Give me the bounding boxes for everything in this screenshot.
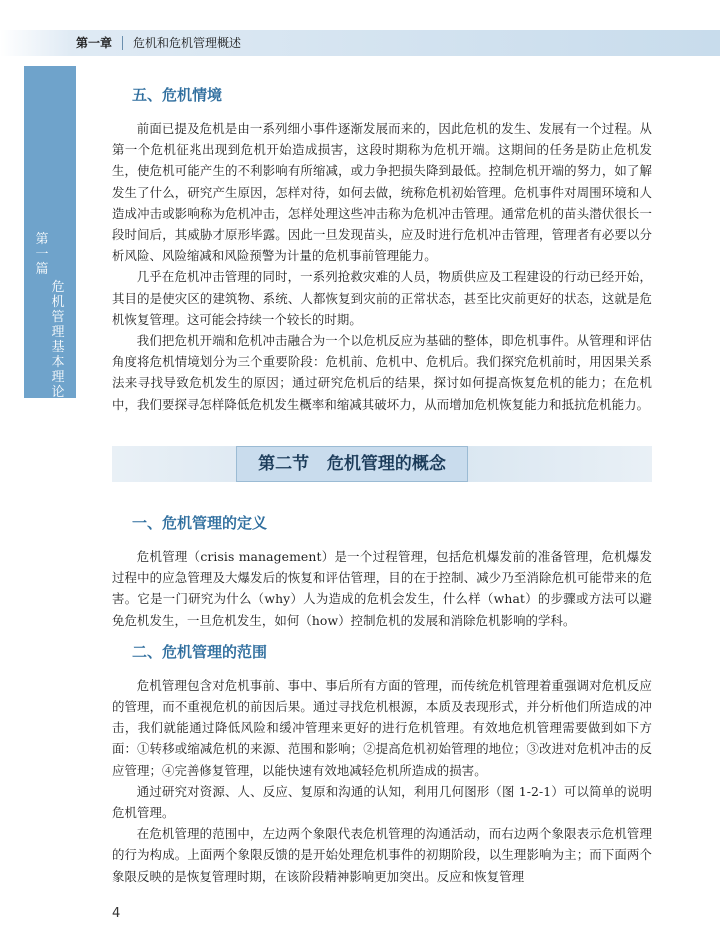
side-part-label: 第 一 篇 — [35, 232, 49, 277]
section-title — [236, 446, 468, 482]
section-number: 第二节 — [258, 454, 310, 474]
content-top — [112, 80, 652, 415]
section-name: 危机管理的概念 — [326, 454, 446, 474]
page-number: 4 — [112, 906, 121, 921]
paragraph: 危机管理（crisis management）是一个过程管理，包括危机爆发前的准备管理，危机爆发过程中的应急管理及大爆发后的恢复和评估管理，目的在于控制、减少乃至消除危机可能带来的危害。它是一门研究为什么（why）人为造成的危机会发生，什么样（what）的步骤或方法可以避免危机发生，一旦危机发生，如何（how）控制危机的发展和消除危机影响的学科。 — [112, 549, 652, 628]
side-part-title: 危 机 管 理 基 本 理 论 — [51, 280, 65, 400]
paragraph: 我们把危机开端和危机冲击融合为一个以危机反应为基础的整体，即危机事件。从管理和评估角度将危机情境划分为三个重要阶段：危机前、危机中、危机后。我们探究危机前时，用因果关系法来寻找导致危机发生的原因；通过研究危机后的结果，探讨如何提高恢复危机的能力；在危机中，我们要探寻怎样降低危机发生概率和缩减其破坏力，从而增加危机恢复能力和抵抗危机能力。 — [112, 333, 652, 412]
paragraph: 几乎在危机冲击管理的同时，一系列抢救灾难的人员，物质供应及工程建设的行动已经开始，其目的是使灾区的建筑物、系统、人都恢复到灾前的正常状态，甚至比灾前更好的状态，这就是危机恢复管理。这可能会持续一个较长的时期。 — [112, 269, 652, 327]
heading-definition: 一、危机管理的定义 — [132, 514, 268, 532]
paragraph: 危机管理包含对危机事前、事中、事后所有方面的管理，而传统危机管理着重强调对危机反应的管理，而不重视危机的前因后果。通过寻找危机根源，本质及表现形式，并分析他们所造成的冲击，我们就能通过降低风险和缓冲管理来更好的进行危机管理。有效地危机管理需要做到如下方面：①转移或缩减危机的来源、范围和影响；②提高危机初始管理的地位；③改进对危机冲击的反应管理；④完善修复管理，以能快速有效地减轻危机所造成的损害。 — [112, 677, 652, 778]
chapter-title: 危机和危机管理概述 — [133, 36, 242, 50]
chapter-header — [76, 30, 241, 56]
chapter-number: 第一章 — [76, 36, 123, 50]
paragraph: 在危机管理的范围中，左边两个象限代表危机管理的沟通活动，而右边两个象限表示危机管理的行为构成。上面两个象限反馈的是开始处理危机事件的初期阶段，以生理影响为主；而下面两个象限反映的是恢复管理时期，在该阶段精神影响更加突出。反应和恢复管理 — [112, 826, 652, 884]
content-bottom — [112, 508, 652, 887]
paragraph: 通过研究对资源、人、反应、复原和沟通的认知，利用几何图形（图 1-2-1）可以简单的说明危机管理。 — [112, 783, 652, 821]
heading-scope: 二、危机管理的范围 — [132, 642, 268, 661]
heading-crisis-situation: 五、危机情境 — [132, 86, 223, 104]
paragraph: 前面已提及危机是由一系列细小事件逐渐发展而来的，因此危机的发生、发展有一个过程。从第一个危机征兆出现到危机开始造成损害，这段时期称为危机开端。这期间的任务是防止危机发生，使危机可能产生的不利影响有所缩减，或力争把损失降到最低。控制危机开端的努力，如了解发生了什么，研究产生原因，怎样对待，如何去做，统称危机初始管理。危机事件对周围环境和人造成冲击或影响称为危机冲击，怎样处理这些冲击称为危机冲击管理。通常危机的苗头潜伏很长一段时间后，其威胁才原形毕露。因此一旦发现苗头，应及时进行危机冲击管理，管理者有必要以分析风险、风险缩减和风险预警为计量的危机事前管理能力。 — [112, 121, 652, 264]
